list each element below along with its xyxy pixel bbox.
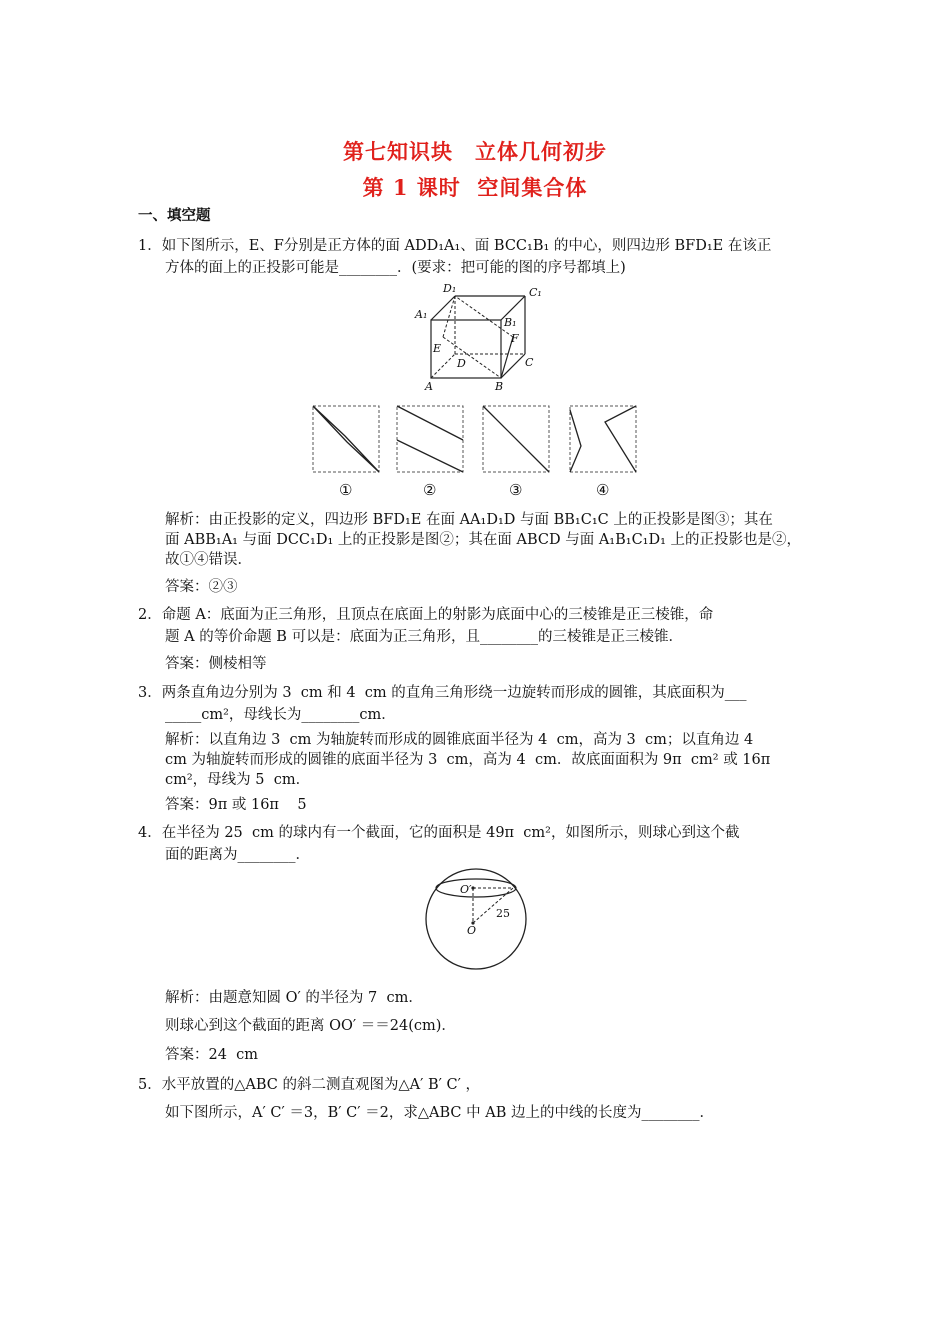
q2-answer: 答案：侧棱相等	[165, 656, 267, 672]
q3-line-1: 3．两条直角边分别为 3 cm 和 4 cm 的直角三角形绕一边旋转而形成的圆锥，其底面积为___	[138, 685, 747, 701]
q3-line-2: _____cm²，母线长为________cm．	[165, 707, 396, 723]
label-o: O	[467, 924, 477, 937]
label-d1: D₁	[443, 282, 457, 295]
q4-line-2: 面的距离为________．	[165, 847, 310, 863]
label-b1: B₁	[504, 316, 517, 329]
label-e: E	[433, 342, 442, 355]
q1-line-2: 方体的面上的正投影可能是________．(要求：把可能的图的序号都填上)	[165, 260, 626, 276]
q3-solution-2: cm 为轴旋转而形成的圆锥的底面半径为 3 cm，高为 4 cm．故底面面积为 9π cm² 或 16π	[165, 752, 771, 768]
q2-line-2: 题 A 的等价命题 B 可以是：底面为正三角形，且________的三棱锥是正三棱锥．	[165, 629, 684, 645]
q2-line-1: 2．命题 A：底面为正三角形，且顶点在底面上的射影为底面中心的三棱锥是正三棱锥，命	[138, 607, 714, 623]
q4-solution-2: 则球心到这个截面的距离 OO′ ＝＝24(cm)．	[165, 1018, 456, 1034]
q3-solution-1: 解析：以直角边 3 cm 为轴旋转而形成的圆锥底面半径为 4 cm，高为 3 cm；以直角边 4	[165, 732, 754, 748]
q4-answer: 答案：24 cm	[165, 1047, 259, 1063]
label-a: A	[425, 380, 433, 393]
label-c1: C₁	[529, 286, 542, 299]
choice-4: ④	[596, 481, 610, 499]
q1-line-1: 1．如下图所示，E、F分别是正方体的面 ADD₁A₁、面 BCC₁B₁ 的中心，则四边形 BFD₁E 在该正	[138, 238, 772, 254]
choice-1: ①	[339, 481, 353, 499]
q3-solution-3: cm²，母线为 5 cm．	[165, 772, 311, 788]
q1-solution-2: 面 ABB₁A₁ 与面 DCC₁D₁ 上的正投影是图②；其在面 ABCD 与面 A₁B₁C₁D₁ 上的正投影也是②，	[165, 532, 802, 548]
q1-solution-1: 解析：由正投影的定义，四边形 BFD₁E 在面 AA₁D₁D 与面 BB₁C₁C 上的正投影是图③；其在	[165, 512, 773, 528]
sphere-figure	[420, 868, 532, 972]
label-a1: A₁	[415, 308, 428, 321]
choice-3: ③	[509, 481, 523, 499]
projection-choices	[305, 402, 645, 502]
label-d: D	[457, 357, 466, 370]
q4-solution-1: 解析：由题意知圆 O′ 的半径为 7 cm．	[165, 990, 423, 1006]
title-main: 第七知识块 立体几何初步	[343, 139, 607, 164]
section-heading: 一、填空题	[138, 207, 211, 224]
cube-figure	[405, 282, 555, 394]
label-radius: 25	[496, 907, 510, 920]
title-lesson: 第 1 课时 空间集合体	[362, 175, 588, 200]
label-f: F	[511, 332, 519, 345]
q1-solution-3: 故①④错误．	[165, 552, 252, 568]
label-c: C	[525, 356, 534, 369]
q3-answer: 答案：9π 或 16π 5	[165, 797, 307, 813]
label-o-prime: O′	[460, 883, 472, 896]
choice-2: ②	[423, 481, 437, 499]
q5-line-2: 如下图所示，A′ C′ ＝3，B′ C′ ＝2，求△ABC 中 AB 边上的中线的长度为________．	[165, 1105, 714, 1121]
label-b: B	[495, 380, 504, 393]
q5-line-1: 5．水平放置的△ABC 的斜二测直观图为△A′ B′ C′ ，	[138, 1077, 481, 1093]
q1-answer: 答案：②③	[165, 579, 238, 595]
q4-line-1: 4．在半径为 25 cm 的球内有一个截面，它的面积是 49π cm²，如图所示，则球心到这个截	[138, 825, 740, 841]
